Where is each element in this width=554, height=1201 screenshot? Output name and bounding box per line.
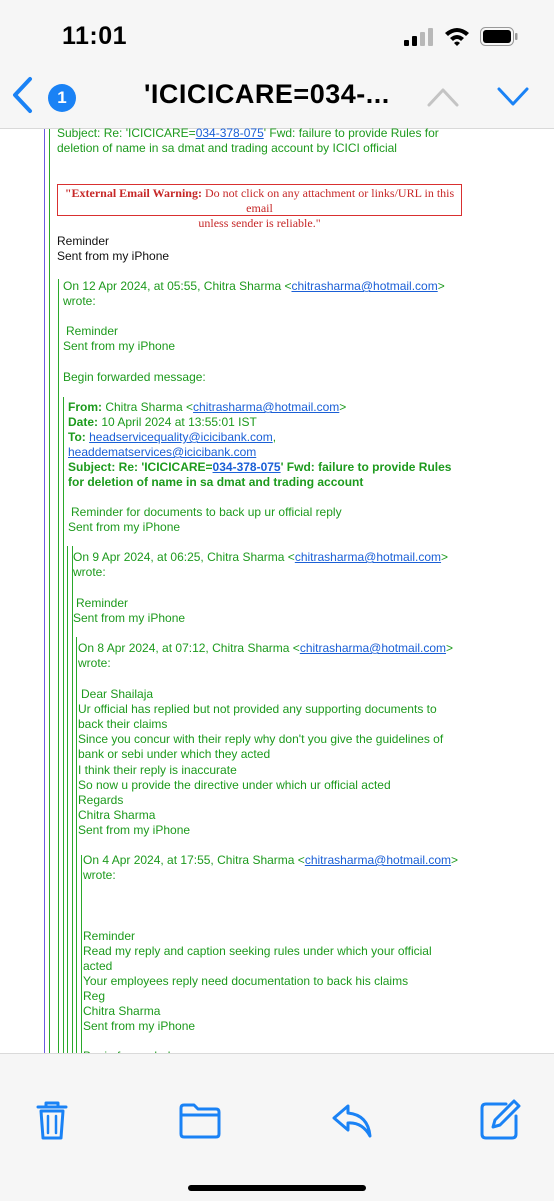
fwd-body-line: Reminder for documents to back up ur official reply <box>71 505 342 519</box>
battery-icon <box>480 27 518 46</box>
cellular-signal-icon <box>404 28 434 46</box>
back-count-badge[interactable]: 1 <box>48 84 76 112</box>
quote-line: bank or sebi under which they acted <box>78 747 271 761</box>
quote-header: On 4 Apr 2024, at 17:55, Chitra Sharma <chitrasharma@hotmail.com> <box>83 853 459 867</box>
quote-line: Sent from my iPhone <box>78 823 191 837</box>
email-link[interactable]: headservicequality@icicibank.com <box>89 430 273 444</box>
message-title: 'ICICICARE=034-... <box>144 79 390 109</box>
wifi-icon <box>444 26 470 46</box>
email-body[interactable] <box>0 126 554 1053</box>
quote-line: back their claims <box>78 717 168 731</box>
fwd-to: To: headservicequality@icicibank.com, <box>68 430 277 444</box>
quote-line: Dear Shailaja <box>81 687 154 701</box>
fwd-body-line: Sent from my iPhone <box>68 520 181 534</box>
quote-line: Your employees reply need documentation to back his claims <box>83 974 409 988</box>
mail-toolbar <box>0 1053 554 1201</box>
fwd-from: From: Chitra Sharma <chitrasharma@hotmail.com> <box>68 400 347 414</box>
quote-line: Chitra Sharma <box>83 1004 161 1018</box>
fwd-to-2 <box>68 445 256 460</box>
back-chevron-icon[interactable] <box>10 76 36 114</box>
next-message-icon[interactable] <box>496 86 530 108</box>
quote-line: Since you concur with their reply why don't you give the guidelines of <box>78 732 444 746</box>
quote-bar <box>44 129 45 1053</box>
quote-header: On 8 Apr 2024, at 07:12, Chitra Sharma <chitrasharma@hotmail.com> <box>78 641 454 655</box>
email-link[interactable]: chitrasharma@hotmail.com <box>291 279 438 293</box>
quote-line: Reminder <box>76 596 129 610</box>
email-link[interactable]: headdematservices@icicibank.com <box>68 445 257 459</box>
quote-line: Ur official has replied but not provided any supporting documents to <box>78 702 437 716</box>
reply-line: Sent from my iPhone <box>57 249 170 263</box>
quote-line: Chitra Sharma <box>78 808 156 822</box>
quote-bar <box>63 397 64 1053</box>
quote-line: Sent from my iPhone <box>73 611 186 625</box>
quote-wrote: wrote: <box>63 294 96 308</box>
quote-line: Reminder <box>83 929 136 943</box>
quote-header: On 12 Apr 2024, at 05:55, Chitra Sharma <chitrasharma@hotmail.com> <box>63 279 445 293</box>
fwd-date: Date: 10 April 2024 at 13:55:01 IST <box>68 415 257 429</box>
begin-forwarded-message: Begin forwarded message: <box>63 370 206 384</box>
trash-icon[interactable] <box>30 1098 74 1142</box>
quote-header: On 9 Apr 2024, at 06:25, Chitra Sharma <chitrasharma@hotmail.com> <box>73 550 449 564</box>
reply-icon[interactable] <box>330 1098 374 1142</box>
quote-line: I think their reply is inaccurate <box>78 763 237 777</box>
top-subject-line: Subject: Re: 'ICICICARE=034-378-075' Fwd: failure to provide Rules for <box>57 126 439 140</box>
mail-navigation-bar <box>0 62 554 129</box>
quote-bar <box>67 546 68 1053</box>
quote-line: Sent from my iPhone <box>83 1019 196 1033</box>
email-link[interactable]: chitrasharma@hotmail.com <box>193 400 340 414</box>
fwd-subject-2: for deletion of name in sa dmat and trading account <box>68 475 364 489</box>
quote-line: So now u provide the directive under which ur official acted <box>78 778 391 792</box>
email-link[interactable]: chitrasharma@hotmail.com <box>299 641 447 655</box>
status-time: 11:01 <box>62 22 128 50</box>
quote-bar <box>81 855 82 1053</box>
quote-wrote: wrote: <box>73 565 106 579</box>
quote-bar <box>76 637 77 1053</box>
quote-line: acted <box>83 959 113 973</box>
quote-bar <box>49 129 50 1053</box>
external-email-warning: "External Email Warning: Do not click on any attachment or links/URL in this email unless sender is reliable." <box>57 184 462 216</box>
home-indicator <box>188 1185 366 1191</box>
top-subject-line-2: deletion of name in sa dmat and trading account by ICICI official <box>57 141 397 155</box>
email-link[interactable]: chitrasharma@hotmail.com <box>304 853 452 867</box>
folder-icon[interactable] <box>178 1098 222 1142</box>
quote-line: Read my reply and caption seeking rules under which your official <box>83 944 432 958</box>
previous-message-icon[interactable] <box>426 86 460 108</box>
quote-bar <box>58 279 59 1053</box>
quote-wrote: wrote: <box>78 656 111 670</box>
status-bar <box>0 0 554 62</box>
quote-wrote: wrote: <box>83 868 116 882</box>
fwd-subject: Subject: Re: 'ICICICARE=034-378-075' Fwd: failure to provide Rules <box>68 460 452 474</box>
quote-line: Reg <box>83 989 106 1003</box>
quote-line: Regards <box>78 793 124 807</box>
reply-line: Reminder <box>57 234 110 248</box>
email-link[interactable]: chitrasharma@hotmail.com <box>294 550 442 564</box>
compose-icon[interactable] <box>478 1098 522 1142</box>
quote-line: Reminder <box>66 324 119 338</box>
quote-line: Sent from my iPhone <box>63 339 176 353</box>
